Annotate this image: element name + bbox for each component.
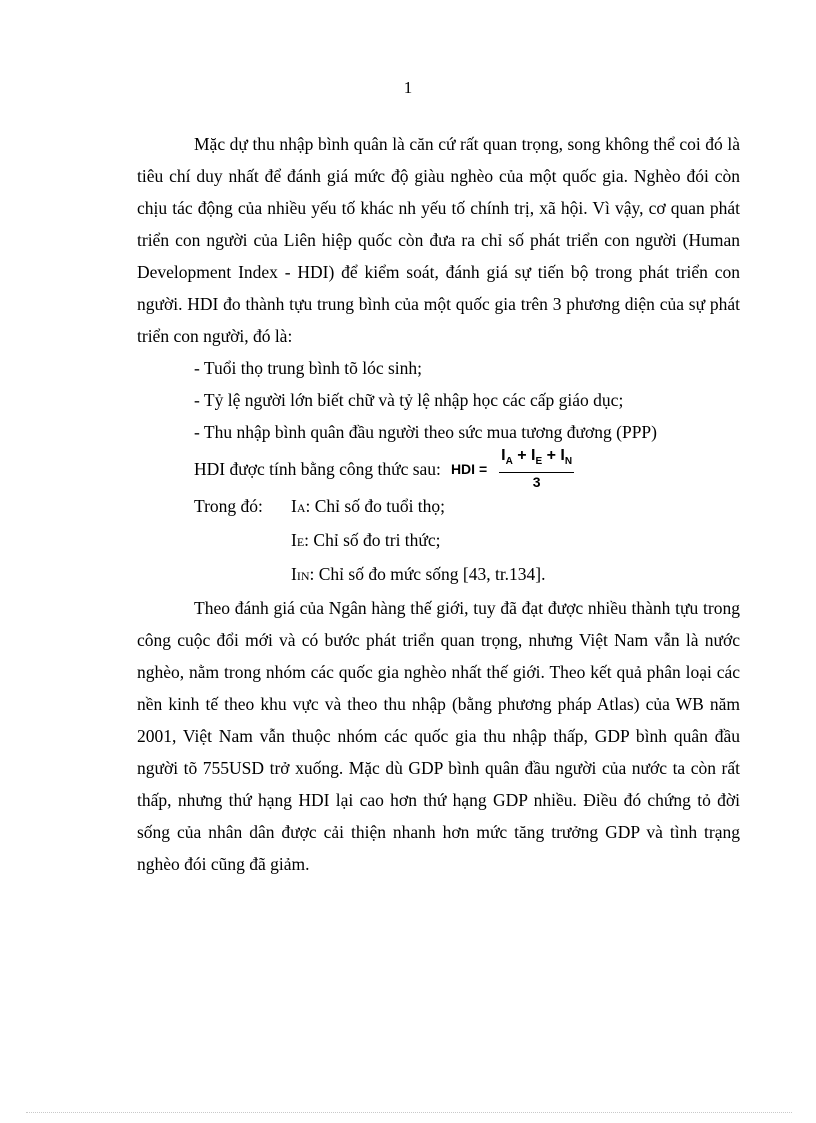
formula-fraction (499, 447, 574, 491)
formula-line (137, 448, 740, 490)
page-footer-divider (26, 1112, 792, 1113)
list-item-literacy: - Tỷ lệ người lớn biết chữ và tỷ lệ nhập học các cấp giáo dục; (194, 390, 624, 410)
where-item-life: IA: Chỉ số đo tuổi thọ; (291, 496, 446, 516)
intro-paragraph: Mặc dự thu nhập bình quân là căn cứ rất quan trọng, song không thể coi đó là tiêu chí duy nhất để đánh giá mức độ giàu nghèo của một quốc gia. Nghèo đói còn chịu tác động của nhiều yếu tố khác nh yếu tố chính trị, xã hội. Vì vậy, cơ quan phát triển con người của Liên hiệp quốc còn đưa ra chỉ số phát triển con người (Human Development Index - HDI) để kiểm soát, đánh giá sự tiến bộ trong phát triển con người. HDI đo thành tựu trung bình của một quốc gia trên 3 phương diện của sự phát triển con người, đó là: (137, 134, 740, 346)
where-row-life (137, 490, 740, 524)
formula-intro: HDI được tính bằng công thức sau: (194, 459, 441, 479)
formula-numerator: $I_A + I_E + I_N$ (499, 447, 574, 473)
page-number: 1 (403, 78, 413, 97)
formula-denominator: 3 (532, 474, 541, 491)
conclusion-paragraph: Theo đánh giá của Ngân hàng thế giới, tuy đã đạt được nhiều thành tựu trong công cuộc đổi mới và có bước phát triển quan trọng, nhưng Việt Nam vẫn là nước nghèo, nằm trong nhóm các quốc gia nghèo nhất thế giới. Theo kết quả phân loại các nền kinh tế theo khu vực và theo thu nhập (bằng phương pháp Atlas) của WB năm 2001, Việt Nam vẫn thuộc nhóm các quốc gia thu nhập thấp, GDP bình quân đầu người tõ 755USD trở xuống. Mặc dù GDP bình quân đầu người của nước ta còn rất thấp, nhưng thứ hạng HDI lại cao hơn thứ hạng GDP nhiều. Điều đó chứng tỏ đời sống của nhân dân được cải thiện nhanh hơn mức tăng trưởng GDP và tình trạng nghèo đói cũng đã giảm. (137, 598, 740, 874)
where-item-living: IIN: Chỉ số đo mức sống [43, tr.134]. (291, 564, 546, 584)
where-label: Trong đó: (194, 496, 263, 516)
list-item-life-expectancy: - Tuổi thọ trung bình tõ lóc sinh; (194, 358, 423, 378)
page-content (137, 128, 740, 880)
list-item-income: - Thu nhập bình quân đầu người theo sức mua tương đương (PPP) (194, 422, 657, 442)
where-item-knowledge: IE: Chỉ số đo tri thức; (291, 530, 441, 550)
where-row-knowledge (137, 524, 740, 558)
formula-lhs: HDI = (450, 461, 488, 477)
where-row-living (137, 558, 740, 592)
hdi-formula (451, 447, 574, 491)
